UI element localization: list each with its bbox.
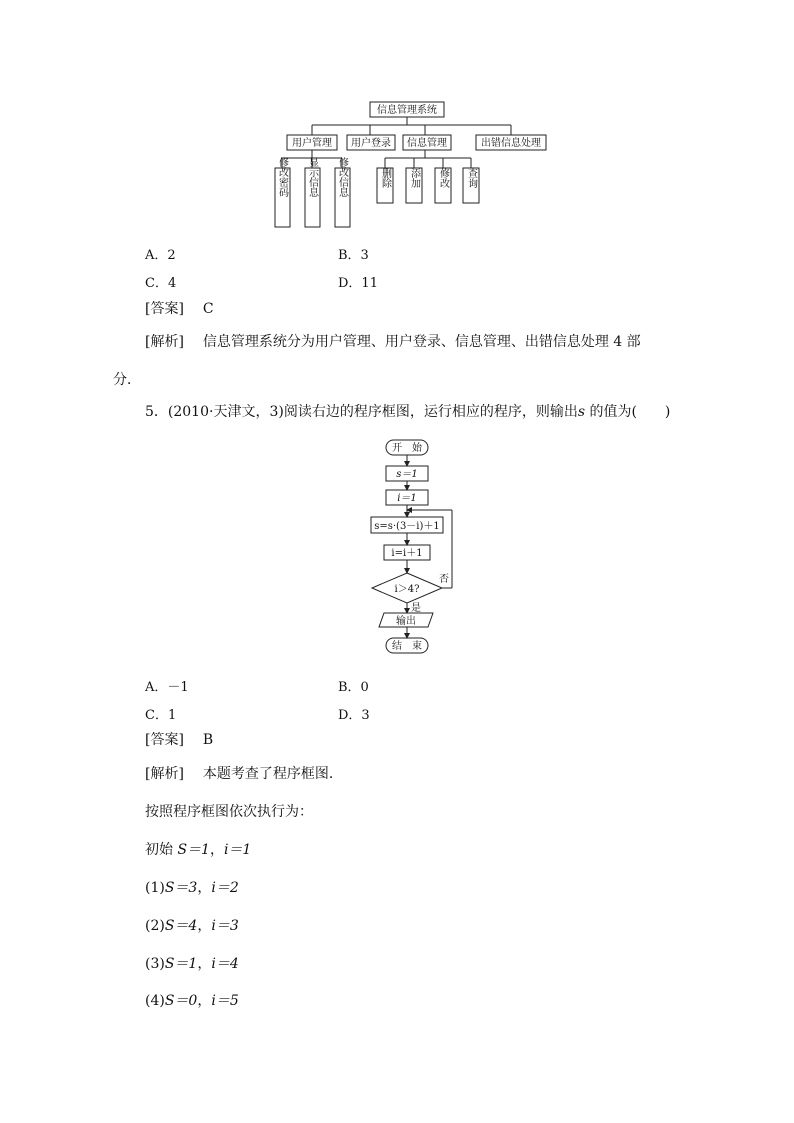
- q5-steps-intro: 按照程序框图依次执行为：: [145, 804, 313, 820]
- org-root-label: 信息管理系统: [377, 105, 437, 116]
- org-leaf-modify: 修改: [437, 168, 449, 188]
- org-node-error-handling: 出错信息处理: [481, 138, 541, 149]
- q5-step-prefix: (1): [145, 880, 165, 896]
- q4-option-a: A．2: [145, 248, 176, 263]
- q5-answer-line: [145, 731, 213, 749]
- flow-end-label: 结 束: [392, 641, 422, 652]
- q5-stem-prefix: 5．(2010·天津文，3)阅读右边的程序框图，运行相应的程序，则输出: [145, 404, 578, 420]
- q5-option-a: A．－1: [145, 680, 189, 695]
- q5-step-row: (2)S＝4，i＝3: [145, 918, 239, 934]
- q5-option-b: B．0: [338, 680, 369, 695]
- q5-stem: [145, 403, 670, 421]
- q5-step-s: S＝1: [177, 842, 210, 858]
- q4-analysis-line: [145, 333, 641, 351]
- org-leaf-query: 查询: [465, 168, 477, 188]
- flow-no-label: 否: [439, 574, 449, 585]
- flow-start-label: 开 始: [392, 443, 422, 454]
- q5-step-i: i＝4: [211, 956, 239, 972]
- q4-answer-label: [答案]: [145, 301, 184, 317]
- q5-step-s: S＝0: [164, 993, 198, 1009]
- q4-answer-value: C: [202, 301, 214, 317]
- q5-analysis-label: [解析]: [145, 766, 184, 782]
- q5-step-prefix: (4): [145, 993, 165, 1009]
- q5-step-row: 初始 S＝1，i＝1: [145, 842, 252, 858]
- q5-answer-label: [答案]: [145, 732, 184, 748]
- flow-update-s: s=s·(3－i)＋1: [374, 521, 440, 532]
- q5-step-i: i＝3: [211, 918, 239, 934]
- flow-init-s: s＝1: [396, 469, 418, 480]
- q4-analysis-text: 信息管理系统分为用户管理、用户登录、信息管理、出错信息处理 4 部: [202, 334, 641, 350]
- org-node-user-mgmt: 用户管理: [292, 138, 332, 149]
- q5-step-s: S＝3: [164, 880, 198, 896]
- q5-option-d: D．3: [338, 708, 370, 723]
- q4-analysis-continuation: 分．: [113, 372, 141, 388]
- q5-step-row: (3)S＝1，i＝4: [145, 956, 239, 972]
- org-node-user-login: 用户登录: [351, 138, 391, 149]
- org-leaf-change-info: 修改信息: [336, 157, 348, 197]
- org-leaf-delete: 删除: [379, 168, 391, 188]
- q5-analysis-line: [145, 765, 343, 783]
- flow-output-label: 输出: [396, 616, 416, 627]
- flow-init-i: i＝1: [397, 493, 417, 504]
- q4-option-b: B．3: [338, 248, 369, 263]
- flow-yes-label: 是: [411, 603, 421, 614]
- q5-analysis-text: 本题考查了程序框图．: [202, 766, 343, 782]
- q5-step-i: i＝1: [223, 842, 252, 858]
- flow-condition: i＞4?: [394, 584, 420, 595]
- q5-stem-suffix: 的值为( ): [585, 404, 671, 420]
- q5-stem-variable: s: [577, 404, 586, 420]
- q5-step-s: S＝1: [164, 956, 198, 972]
- q4-answer-line: [145, 300, 214, 318]
- org-leaf-add: 添加: [408, 168, 420, 188]
- org-leaf-show-info: 显示信息: [306, 157, 318, 197]
- q4-option-c: C．4: [145, 276, 177, 291]
- org-chart-diagram: [0, 0, 794, 240]
- q5-step-prefix: (2): [145, 918, 165, 934]
- q4-option-d: D．11: [338, 276, 378, 291]
- q5-option-c: C．1: [145, 708, 177, 723]
- org-node-info-mgmt: 信息管理: [407, 138, 447, 149]
- q5-step-i: i＝2: [211, 880, 239, 896]
- q5-step-prefix: 初始: [145, 842, 178, 858]
- org-leaf-change-password: 修改密码: [276, 157, 288, 197]
- flow-update-i: i=i＋1: [391, 548, 423, 559]
- q5-step-prefix: (3): [145, 956, 165, 972]
- q5-step-s: S＝4: [164, 918, 198, 934]
- q5-step-i: i＝5: [211, 993, 239, 1009]
- q5-step-row: (4)S＝0，i＝5: [145, 993, 239, 1009]
- q5-step-row: (1)S＝3，i＝2: [145, 880, 239, 896]
- q4-analysis-label: [解析]: [145, 334, 184, 350]
- program-flowchart: [0, 430, 794, 665]
- q5-answer-value: B: [202, 732, 214, 748]
